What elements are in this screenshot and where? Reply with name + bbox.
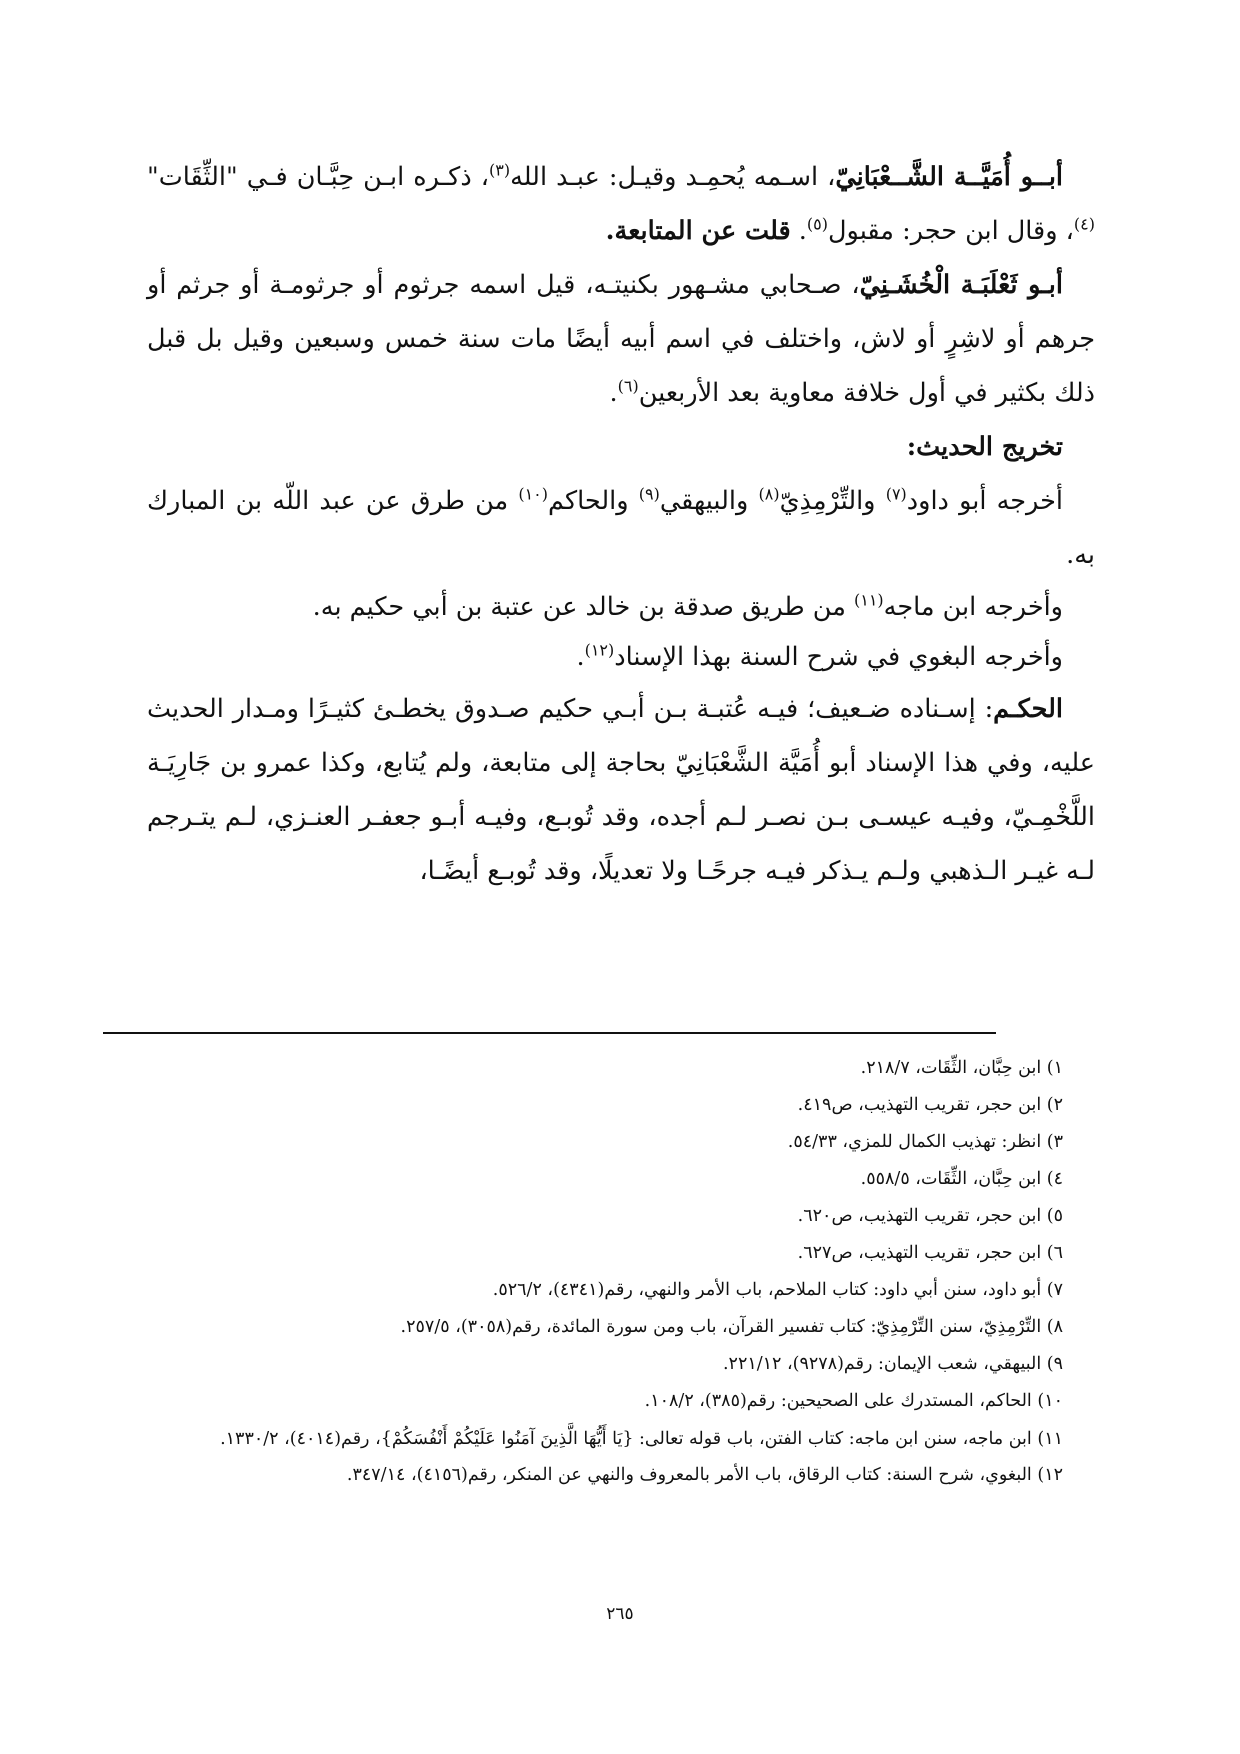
verdict-label: الحكـم xyxy=(993,694,1063,724)
footnote-6: ٦) ابن حجر، تقريب التهذيب، ص٦٢٧. xyxy=(797,1243,1063,1263)
footnote-1: ١) ابن حِبَّان، الثِّقَات، ٢١٨/٧. xyxy=(860,1058,1063,1078)
footnote-ref[interactable]: (٧) xyxy=(885,484,907,504)
narrator-name: أبــو أُمَيَّــة الشَّــعْبَانِيّ xyxy=(835,162,1063,192)
paragraph-takhrij xyxy=(147,474,1095,582)
footnotes xyxy=(147,1050,1095,1494)
text-segment: والبيهقي xyxy=(659,486,759,516)
main-text xyxy=(147,150,1095,898)
section-heading: تخريج الحديث: xyxy=(906,432,1063,462)
text-segment: وأخرجه البغوي في شرح السنة بهذا الإسناد xyxy=(614,642,1063,672)
footnote-3: ٣) انظر: تهذيب الكمال للمزي، ٥٤/٣٣. xyxy=(787,1132,1063,1152)
paragraph-hukm xyxy=(147,682,1095,898)
footnote-5: ٥) ابن حجر، تقريب التهذيب، ص٦٢٠. xyxy=(797,1206,1063,1226)
footnote-11: ١١) ابن ماجه، سنن ابن ماجه: كتاب الفتن، باب قوله تعالى: {يَا أَيُّهَا الَّذِينَ آمَنُوا عَلَيْكُمْ أَنْفُسَكُمْ}، رقم(٤٠١٤)، ١٣٣٠/٢. xyxy=(220,1429,1063,1449)
text-segment: . xyxy=(790,216,807,246)
paragraph-abu-thalabah xyxy=(147,258,1095,420)
text-segment: والحاكم xyxy=(548,486,639,516)
text-segment: وأخرجه ابن ماجه xyxy=(883,592,1063,622)
footnote-ref[interactable]: (١١) xyxy=(853,590,884,610)
text-segment: . xyxy=(609,378,618,408)
footnote-separator xyxy=(103,1032,996,1034)
text-segment: ، اسـمه يُحمِـد وقيـل: عبـد الله xyxy=(510,162,836,192)
footnote-ref[interactable]: (١٠) xyxy=(518,484,549,504)
text-segment: والتِّرْمِذِيّ xyxy=(779,486,886,516)
text-segment: : إسـناده ضـعيف؛ فيـه عُتبـة بـن أبـي حكيم صـدوق يخطـئ كثيـرًا ومـدار الحديث عليه، وفي هذا الإسناد أبو أُمَيَّة الشَّعْبَانِيّ بحاجة إلى متابعة، ولم يُتابع، وكذا عمرو بن جَارِيَـة اللَّخْمِـيّ، وفيـه عيسـى بـن نصـر لـم أجده، وقد تُوبـع، وفيـه أبـو جعفـر العنـزي، لـم يتـرجم لـه غيـر الـذهبي ولـم يـذكر فيـه جرحًـا ولا تعديلًا، وقد تُوبـع أيضًـا، xyxy=(147,694,1095,886)
verdict-note: قلت عن المتابعة. xyxy=(605,216,791,246)
paragraph-abu-umayyah xyxy=(147,150,1095,258)
footnote-4: ٤) ابن حِبَّان، الثِّقَات، ٥٥٨/٥. xyxy=(860,1169,1063,1189)
footnote-2: ٢) ابن حجر، تقريب التهذيب، ص٤١٩. xyxy=(797,1095,1063,1115)
footnote-ref[interactable]: (٦) xyxy=(617,376,639,396)
text-segment: أخرجه أبو داود xyxy=(906,486,1063,516)
text-segment: من طرق عن عبد اللّه بن المبارك به. xyxy=(147,486,1095,570)
footnote-12: ١٢) البغوي، شرح السنة: كتاب الرقاق، باب الأمر بالمعروف والنهي عن المنكر، رقم(٤١٥٦)، ٣٤٧/١٤. xyxy=(346,1465,1063,1485)
text-segment: ، وقال ابن حجر: مقبول xyxy=(828,216,1074,246)
footnote-8: ٨) التِّرْمِذِيّ، سنن التِّرْمِذِيّ: كتاب تفسير القرآن، باب ومن سورة المائدة، رقم(٣٠٥٨)، ٢٥٧/٥. xyxy=(400,1317,1063,1337)
footnote-ref[interactable]: (٣) xyxy=(488,160,511,180)
text-segment: ، صـحابي مشـهور بكنيتـه، قيل اسمه جرثوم أو جرثومـة أو جرثم أو جرهم أو لاشِرٍ أو لاش، واختلف في اسم أبيه أيضًا مات سنة خمس وسبعين وقيل بل قبل ذلك بكثير في أول خلافة معاوية بعد الأربعين xyxy=(147,270,1095,408)
narrator-name: أبـو ثَعْلَبَـة الْخُشَـنِيّ xyxy=(859,270,1063,300)
page-number: ٢٦٥ xyxy=(606,1604,634,1624)
footnote-9: ٩) البيهقي، شعب الإيمان: رقم(٩٢٧٨)، ٢٢١/١٢. xyxy=(722,1354,1063,1374)
footnote-ref[interactable]: (٤) xyxy=(1073,214,1095,234)
footnote-ref[interactable]: (٩) xyxy=(638,484,660,504)
text-segment: من طريق صدقة بن خالد عن عتبة بن أبي حكيم به. xyxy=(312,592,854,622)
footnote-ref[interactable]: (٨) xyxy=(758,484,780,504)
footnote-10: ١٠) الحاكم، المستدرك على الصحيحين: رقم(٣٨٥)، ١٠٨/٢. xyxy=(644,1391,1063,1411)
paragraph-ibn-majah xyxy=(147,582,1095,632)
text-segment: ، ذكـره ابـن حِبَّـان فـي "الثِّقَات" xyxy=(147,162,489,192)
paragraph-baghawi xyxy=(147,632,1095,682)
footnote-ref[interactable]: (٥) xyxy=(806,214,829,234)
footnote-7: ٧) أبو داود، سنن أبي داود: كتاب الملاحم، باب الأمر والنهي، رقم(٤٣٤١)، ٥٢٦/٢. xyxy=(492,1280,1063,1300)
footnote-ref[interactable]: (١٢) xyxy=(584,640,615,660)
text-segment: . xyxy=(576,642,585,672)
